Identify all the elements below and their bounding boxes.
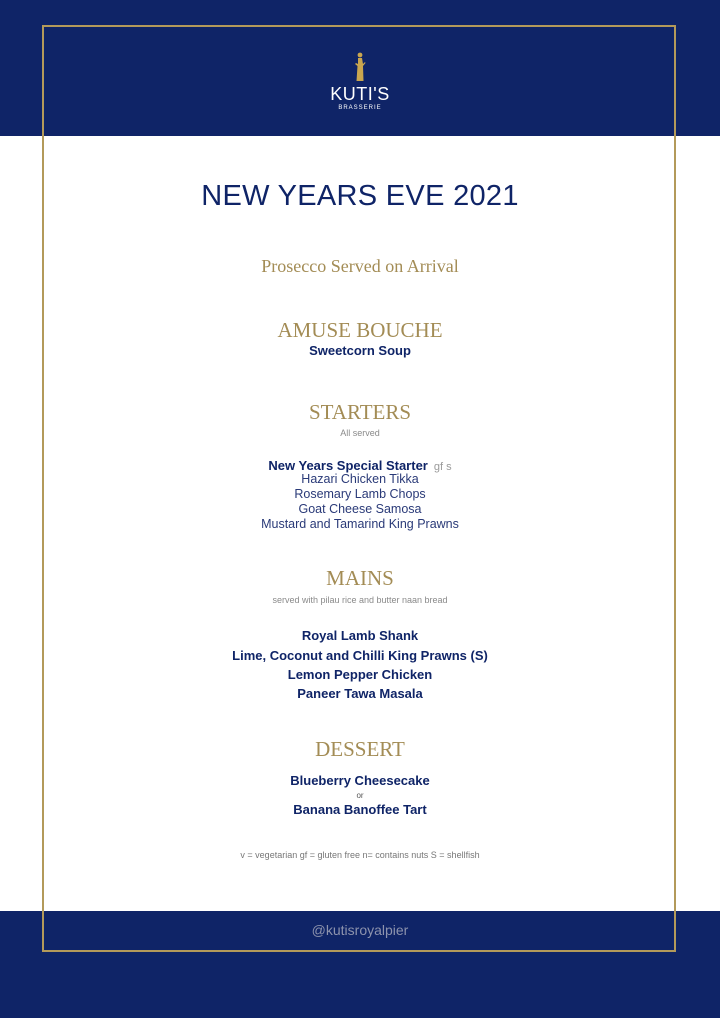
dietary-legend: v = vegetarian gf = gluten free n= contains nuts S = shellfish (240, 850, 480, 860)
amuse-heading: AMUSE BOUCHE (277, 318, 443, 342)
statue-icon (353, 52, 367, 82)
main-item: Paneer Tawa Masala (297, 686, 423, 701)
list-item: Rosemary Lamb Chops (294, 487, 426, 501)
brand-subtitle: BRASSERIE (338, 105, 382, 111)
main-item: Royal Lamb Shank (301, 628, 419, 643)
main-item: Lime, Coconut and Chilli King Prawns (S) (232, 648, 488, 663)
dessert-item: Blueberry Cheesecake (290, 773, 430, 788)
starters-heading: STARTERS (308, 400, 412, 424)
dessert-heading: DESSERT (315, 737, 405, 761)
special-starter (0, 458, 720, 473)
mains-note: served with pilau rice and butter naan bread (272, 595, 448, 605)
dessert-item: Banana Banoffee Tart (293, 802, 427, 817)
arrival-note: Prosecco Served on Arrival (261, 256, 459, 276)
amuse-item: Sweetcorn Soup (309, 343, 411, 358)
main-item: Lemon Pepper Chicken (287, 667, 433, 682)
starters-list (0, 472, 720, 532)
special-starter-label: New Years Special Starter (268, 458, 428, 473)
special-starter-tags: gf s (433, 461, 452, 473)
menu-title: NEW YEARS EVE 2021 (201, 180, 519, 212)
brand-name: KUTI'S (330, 84, 390, 104)
starters-note: All served (340, 428, 380, 438)
list-item: Goat Cheese Samosa (298, 502, 422, 516)
dessert-or: or (356, 791, 364, 800)
brand-logo (0, 52, 720, 112)
list-item: Mustard and Tamarind King Prawns (261, 517, 459, 531)
list-item: Hazari Chicken Tikka (301, 472, 419, 486)
mains-heading: MAINS (326, 566, 394, 590)
social-handle: @kutisroyalpier (311, 922, 409, 938)
